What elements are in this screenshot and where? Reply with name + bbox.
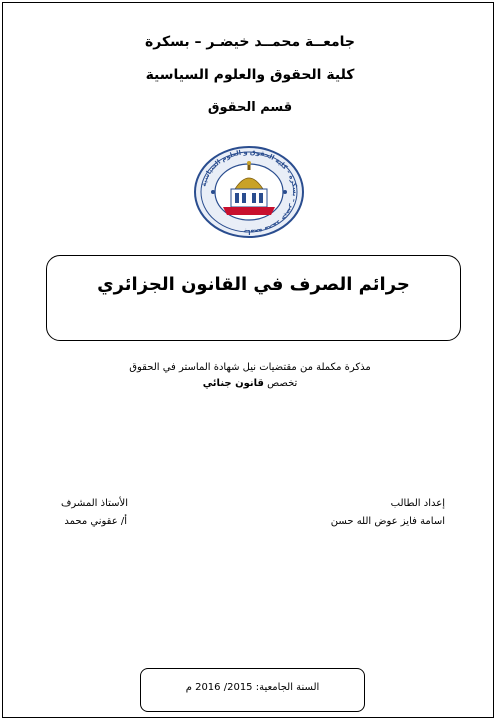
specialty-name: قانون جنائي [202,378,264,389]
university-name: جامعــة محمــد خيضـر – بسكرة [145,34,355,50]
student-label: إعداد الطالب [390,498,445,509]
supervisor-label: الأستاذ المشرف [61,498,128,509]
thesis-title: جرائم الصرف في القانون الجزائري [97,274,410,295]
specialty-prefix: تخصص [267,378,298,389]
student-name: اسامة فايز عوض الله حسن [330,516,445,527]
title-box [46,255,461,341]
university-logo-icon [193,145,305,239]
logo-ring-text: جامعة محمد خيضر – بسكرة – كلية الحقوق و العلوم السياسية [199,147,300,237]
academic-year: السنة الجامعية: 2015/ 2016 م [185,682,320,693]
academic-year-box [140,668,365,712]
faculty-name: كلية الحقوق والعلوم السياسية [145,67,355,83]
supervisor-name: أ/ عقوني محمد [64,516,127,527]
department-name: قسم الحقوق [207,100,293,115]
specialty-line [0,378,500,389]
thesis-description: مذكرة مكملة من مقتضيات نيل شهادة الماستر في الحقوق [129,362,371,373]
